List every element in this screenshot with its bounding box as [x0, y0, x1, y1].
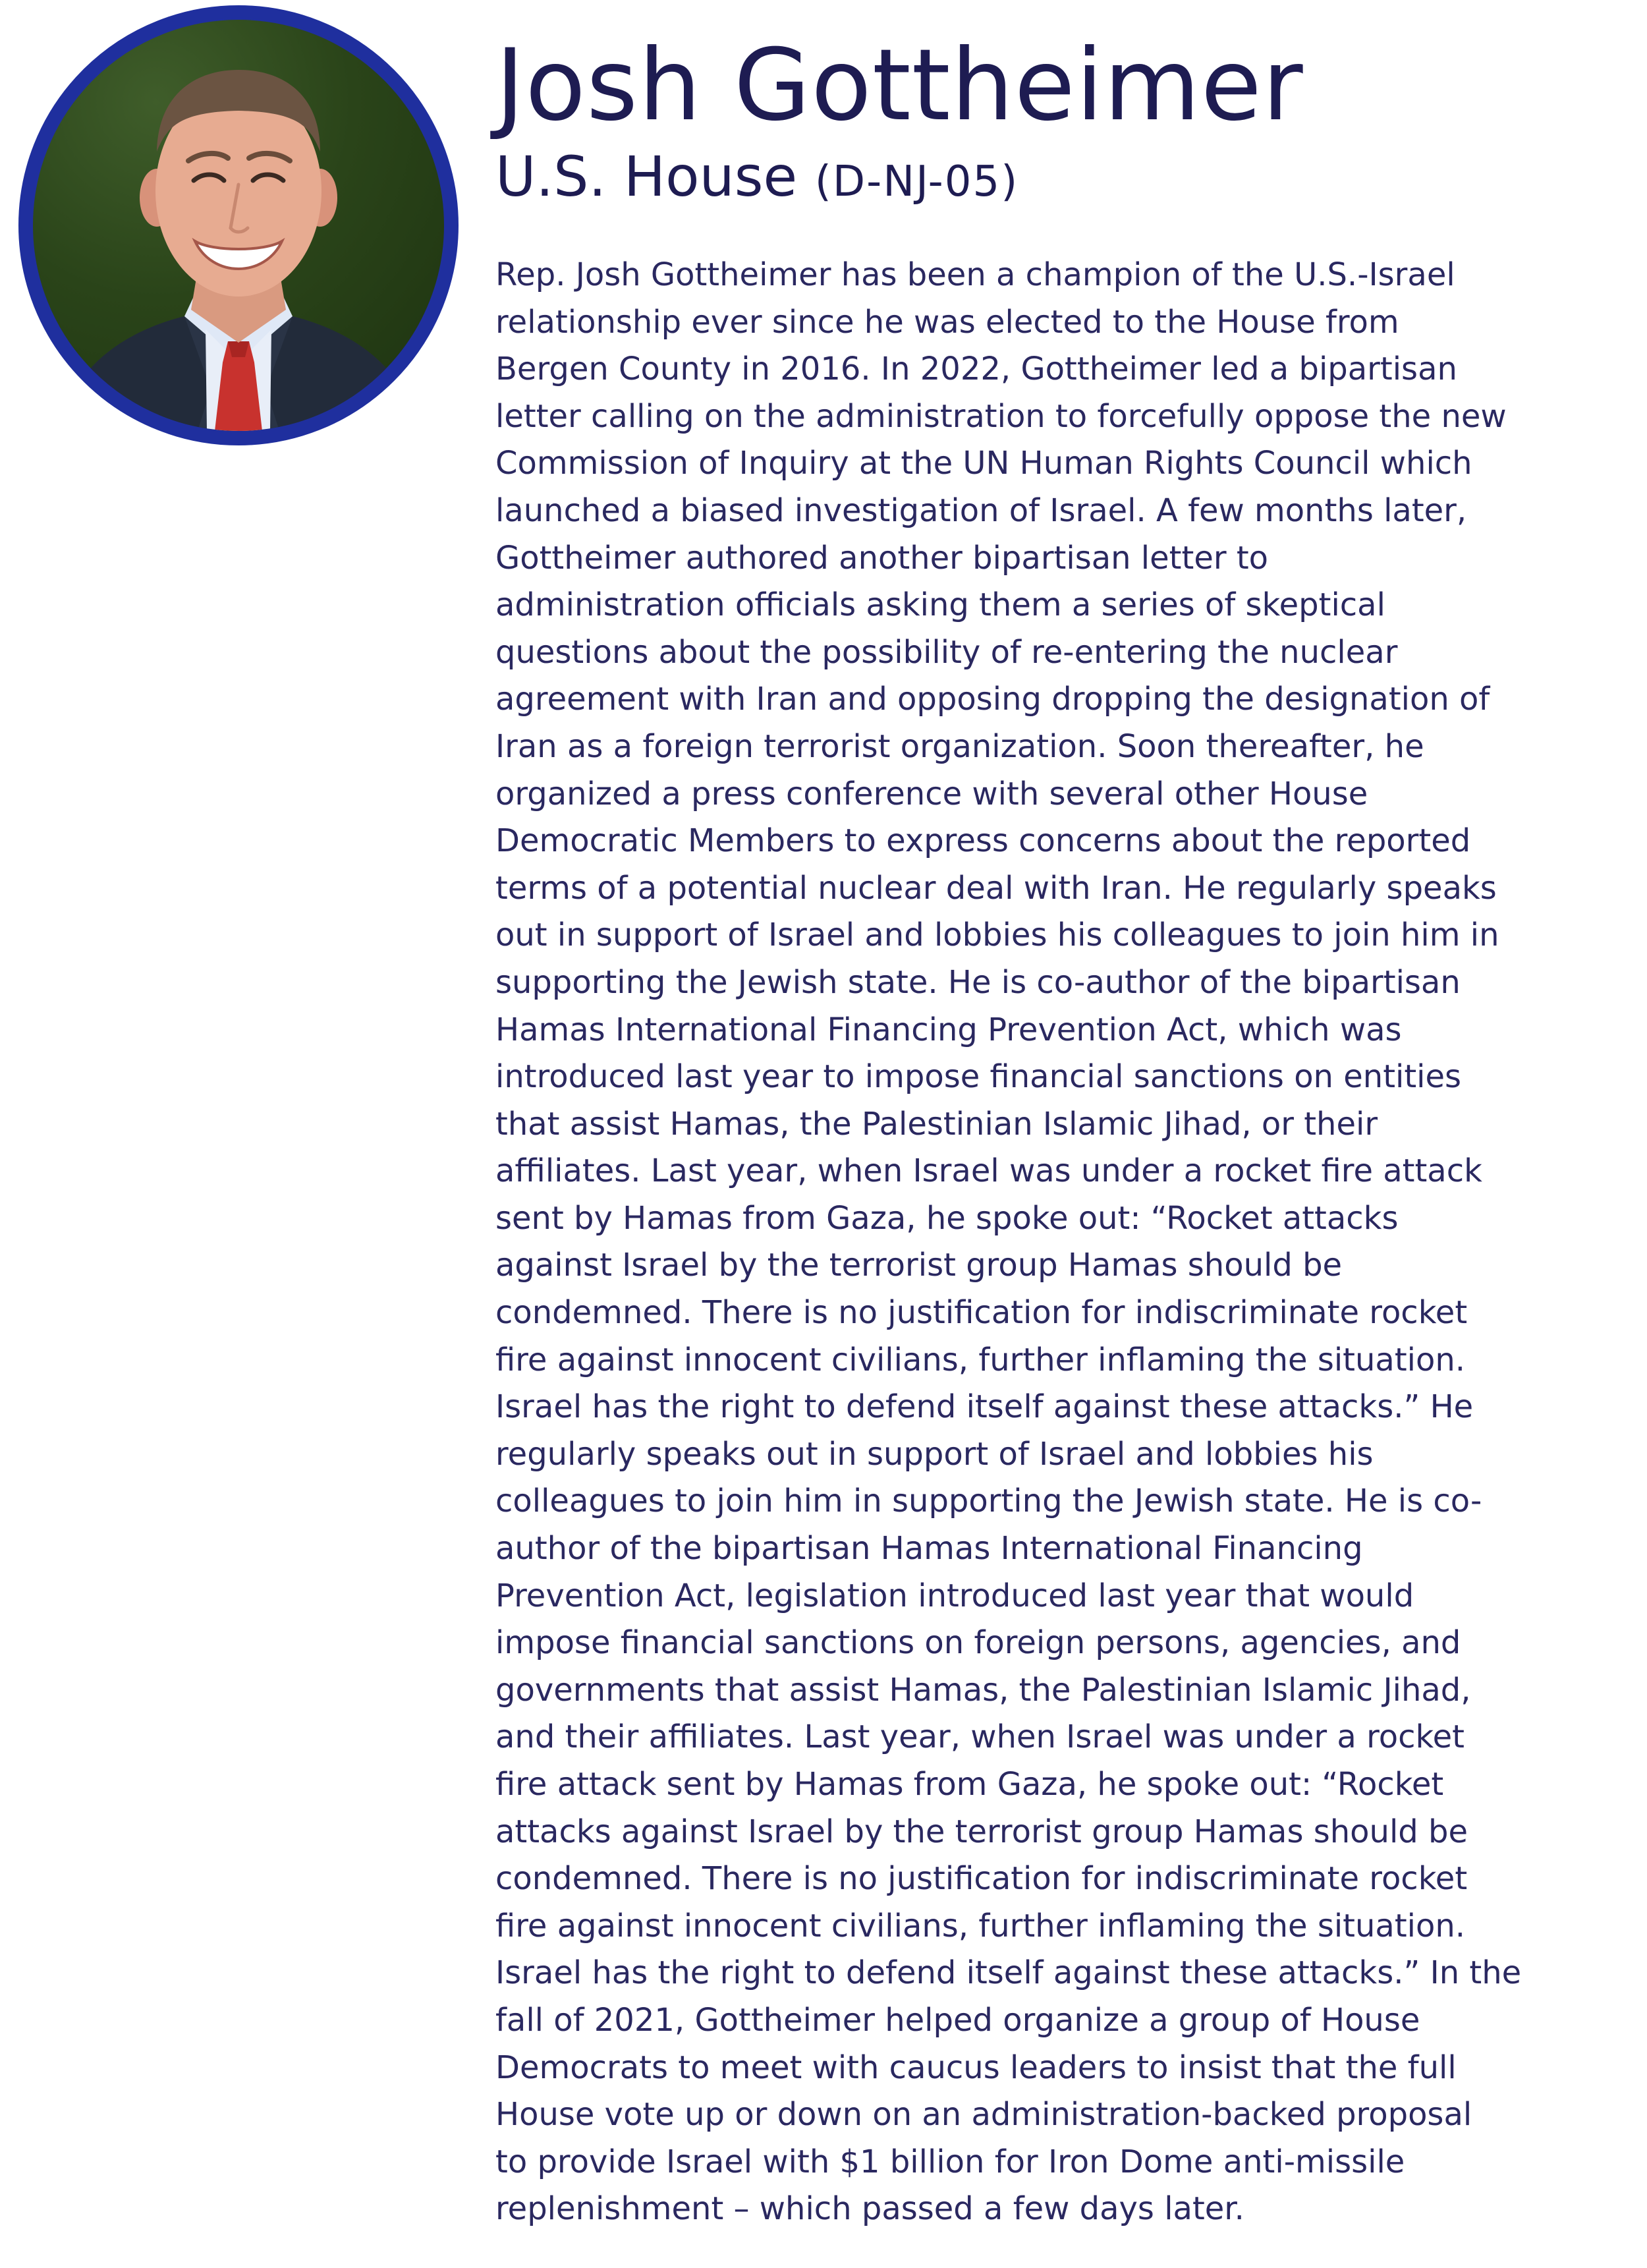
bio-line: Rep. Josh Gottheimer has been a champion of the U.S.-Israel — [495, 256, 1455, 293]
bio-line: against Israel by the terrorist group Hamas should be — [495, 1247, 1343, 1284]
bio-line: Israel has the right to defend itself against these attacks.” He — [495, 1388, 1474, 1426]
bio-line: Gottheimer authored another bipartisan letter to — [495, 539, 1269, 577]
bio-line: administration officials asking them a series of skeptical — [495, 586, 1385, 624]
bio-line: author of the bipartisan Hamas International Financing — [495, 1530, 1363, 1568]
portrait-photo — [18, 5, 459, 445]
representative-name: Josh Gottheimer — [495, 28, 1304, 143]
bio-line: questions about the possibility of re-entering the nuclear — [495, 633, 1398, 671]
bio-line: supporting the Jewish state. He is co-author of the bipartisan — [495, 963, 1461, 1001]
bio-line: colleagues to join him in supporting the Jewish state. He is co- — [495, 1483, 1482, 1520]
bio-line: relationship ever since he was elected to the House from — [495, 303, 1399, 341]
portrait-illustration — [33, 20, 444, 431]
bio-line: Commission of Inquiry at the UN Human Rights Council which — [495, 445, 1472, 482]
bio-line: affiliates. Last year, when Israel was under a rocket fire attack — [495, 1152, 1482, 1190]
district-label: (D-NJ-05) — [814, 157, 1019, 206]
bio-line: fire attack sent by Hamas from Gaza, he spoke out: “Rocket — [495, 1766, 1444, 1803]
bio-line: Bergen County in 2016. In 2022, Gottheimer led a bipartisan — [495, 351, 1457, 388]
bio-line: House vote up or down on an administration-backed proposal — [495, 2096, 1472, 2134]
bio-line: Iran as a foreign terrorist organization. Soon thereafter, he — [495, 727, 1424, 765]
office-line — [495, 144, 1615, 215]
bio-line: Israel has the right to defend itself against these attacks.” In the — [495, 1954, 1522, 1992]
bio-line: sent by Hamas from Gaza, he spoke out: “Rocket attacks — [495, 1199, 1399, 1237]
profile-header — [495, 28, 1615, 215]
bio-line: impose financial sanctions on foreign persons, agencies, and — [495, 1624, 1461, 1662]
bio-line: regularly speaks out in support of Israel and lobbies his — [495, 1435, 1374, 1473]
bio-line: fire against innocent civilians, further inflaming the situation. — [495, 1907, 1466, 1944]
bio-line: that assist Hamas, the Palestinian Islamic Jihad, or their — [495, 1105, 1378, 1143]
bio-line: to provide Israel with $1 billion for Iron Dome anti-missile — [495, 2143, 1405, 2180]
bio-line: terms of a potential nuclear deal with Iran. He regularly speaks — [495, 869, 1497, 907]
bio-line: attacks against Israel by the terrorist group Hamas should be — [495, 1813, 1468, 1850]
bio-line: introduced last year to impose financial sanctions on entities — [495, 1058, 1462, 1096]
bio-line: fall of 2021, Gottheimer helped organize a group of House — [495, 2001, 1420, 2039]
bio-line: launched a biased investigation of Israel. A few months later, — [495, 492, 1467, 529]
bio-line: governments that assist Hamas, the Palestinian Islamic Jihad, — [495, 1671, 1471, 1709]
bio-line: Democratic Members to express concerns about the reported — [495, 822, 1471, 860]
bio-line: condemned. There is no justification for indiscriminate rocket — [495, 1294, 1468, 1332]
bio-line: Hamas International Financing Prevention Act, which was — [495, 1011, 1402, 1048]
biography-text — [495, 252, 1609, 2233]
office-title: U.S. House — [495, 144, 798, 209]
bio-line: Democrats to meet with caucus leaders to insist that the full — [495, 2049, 1457, 2086]
bio-line: and their affiliates. Last year, when Israel was under a rocket — [495, 1718, 1465, 1756]
bio-line: agreement with Iran and opposing dropping the designation of — [495, 681, 1490, 718]
bio-line: fire against innocent civilians, further inflaming the situation. — [495, 1341, 1466, 1378]
bio-line: condemned. There is no justification for indiscriminate rocket — [495, 1860, 1468, 1898]
bio-line: organized a press conference with several other House — [495, 775, 1368, 812]
bio-line: out in support of Israel and lobbies his colleagues to join him in — [495, 917, 1499, 954]
bio-line: letter calling on the administration to forcefully oppose the new — [495, 397, 1507, 435]
bio-line: replenishment – which passed a few days later. — [495, 2190, 1244, 2228]
bio-line: Prevention Act, legislation introduced last year that would — [495, 1577, 1414, 1614]
